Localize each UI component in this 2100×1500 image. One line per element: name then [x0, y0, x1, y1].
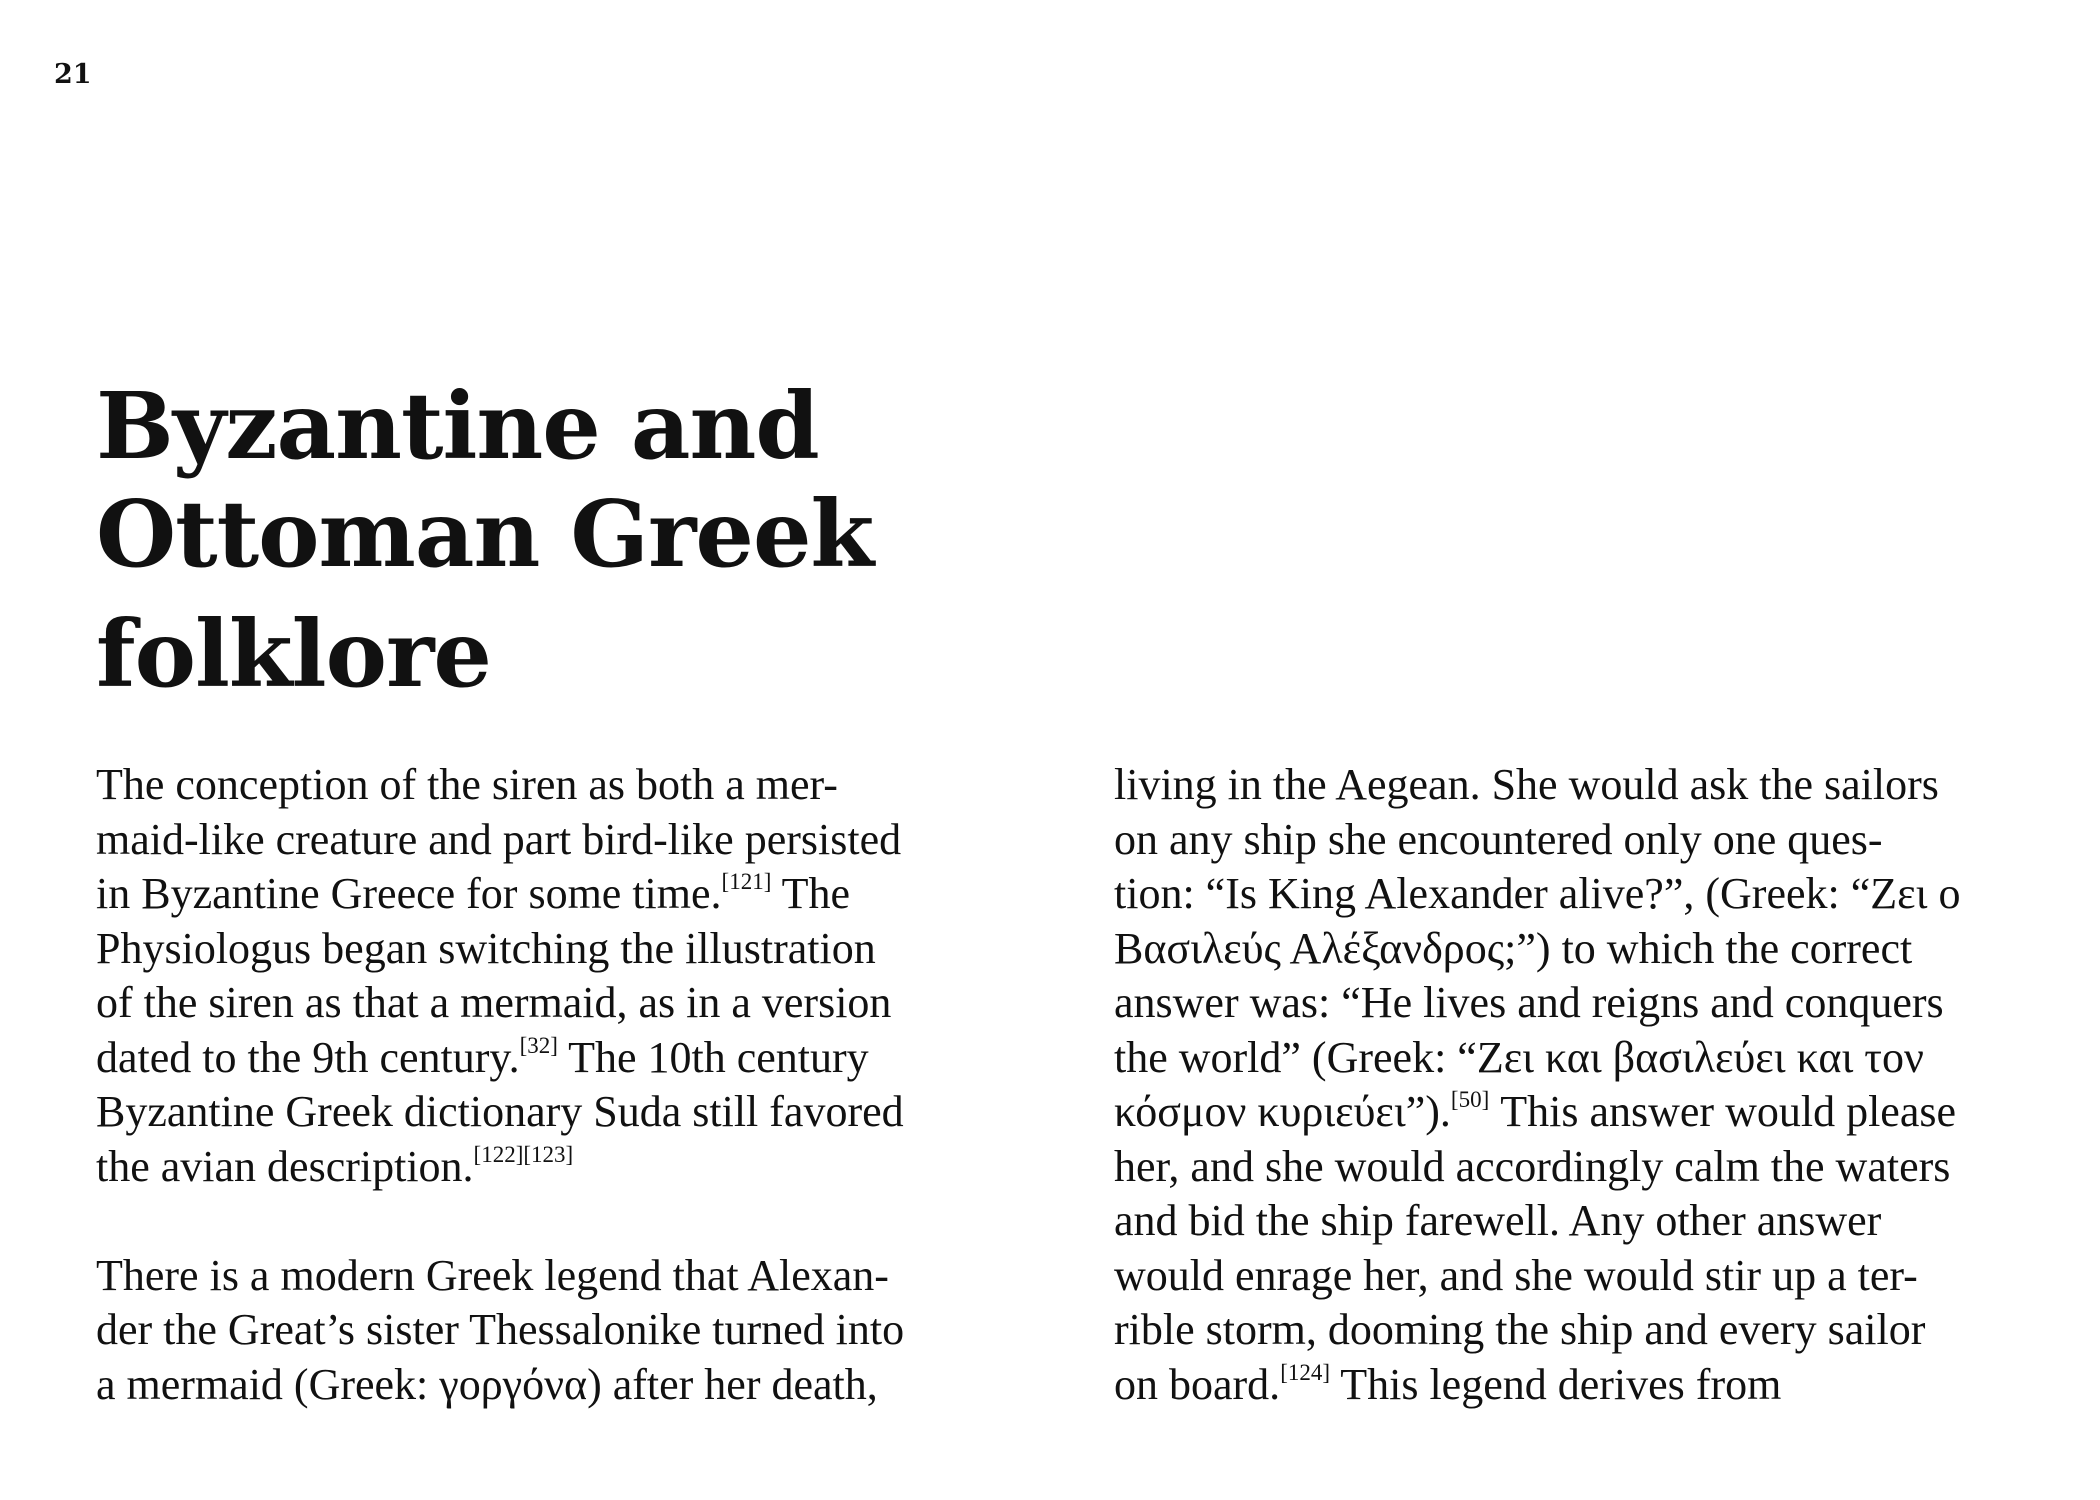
paragraph-gap [96, 1194, 1076, 1249]
text-line [96, 1031, 1076, 1086]
text-line [1114, 1358, 2064, 1413]
citation-link[interactable]: [121] [721, 869, 772, 894]
text-line: rible storm, dooming the ship and every sailor [1114, 1305, 1926, 1354]
section-title [96, 372, 996, 708]
text-segment: the avian description. [96, 1141, 474, 1191]
text-line [96, 867, 1076, 922]
text-segment: in Byzantine Greece for some time. [96, 869, 722, 918]
text-segment: The 10th century [557, 1032, 869, 1082]
text-line: her, and she would accordingly calm the waters [1114, 1141, 1951, 1191]
text-line: the world” (Greek: “Ζει και βασιλεύει και τον [1114, 1032, 1924, 1082]
citation-link[interactable]: [50] [1450, 1087, 1490, 1112]
text-line: tion: “Is King Alexander alive?”, (Greek: “Ζει ο [1114, 869, 1961, 918]
text-line: der the Great’s sister Thessalonike turned into [96, 1305, 905, 1354]
text-line: Byzantine Greek dictionary Suda still favored [96, 1087, 904, 1136]
text-segment: The [771, 869, 850, 918]
text-segment: on board. [1114, 1359, 1281, 1409]
page-number: 21 [54, 59, 92, 90]
text-line: on any ship she encountered only one ques- [1114, 814, 1883, 864]
text-segment: This legend derives from [1330, 1359, 1782, 1409]
citation-link[interactable]: [124] [1280, 1359, 1331, 1385]
text-line: Βασιλεύς Αλέξανδρος;”) to which the correct [1114, 923, 1913, 973]
text-segment: dated to the 9th century. [96, 1032, 520, 1082]
section-title-line-2: Ottoman Greek [96, 480, 874, 588]
text-line: The conception of the siren as both a mer- [96, 760, 838, 809]
text-line: maid-like creature and part bird-like persisted [96, 814, 902, 864]
text-segment: κόσμον κυριεύει”). [1114, 1087, 1451, 1136]
citation-link[interactable]: [32] [519, 1032, 558, 1058]
text-line: living in the Aegean. She would ask the sailors [1114, 760, 1939, 809]
text-line [1114, 1085, 2064, 1140]
text-line: There is a modern Greek legend that Alexan- [96, 1250, 889, 1300]
citation-link[interactable]: [122][123] [473, 1141, 574, 1167]
text-line: and bid the ship farewell. Any other answer [1114, 1196, 1882, 1245]
text-segment: This answer would please [1489, 1087, 1957, 1136]
text-line: would enrage her, and she would stir up a ter- [1114, 1250, 1918, 1300]
section-title-line-3: folklore [96, 600, 491, 708]
text-line: Physiologus began switching the illustration [96, 923, 876, 973]
body-column-left [96, 758, 1076, 1412]
text-line: of the siren as that a mermaid, as in a version [96, 978, 892, 1027]
body-column-right [1114, 758, 2064, 1412]
text-line [96, 1140, 1076, 1195]
section-title-line-1: Byzantine and [96, 372, 819, 480]
text-line: answer was: “He lives and reigns and conquers [1114, 978, 1944, 1027]
text-line: a mermaid (Greek: γοργόνα) after her death, [96, 1359, 878, 1409]
